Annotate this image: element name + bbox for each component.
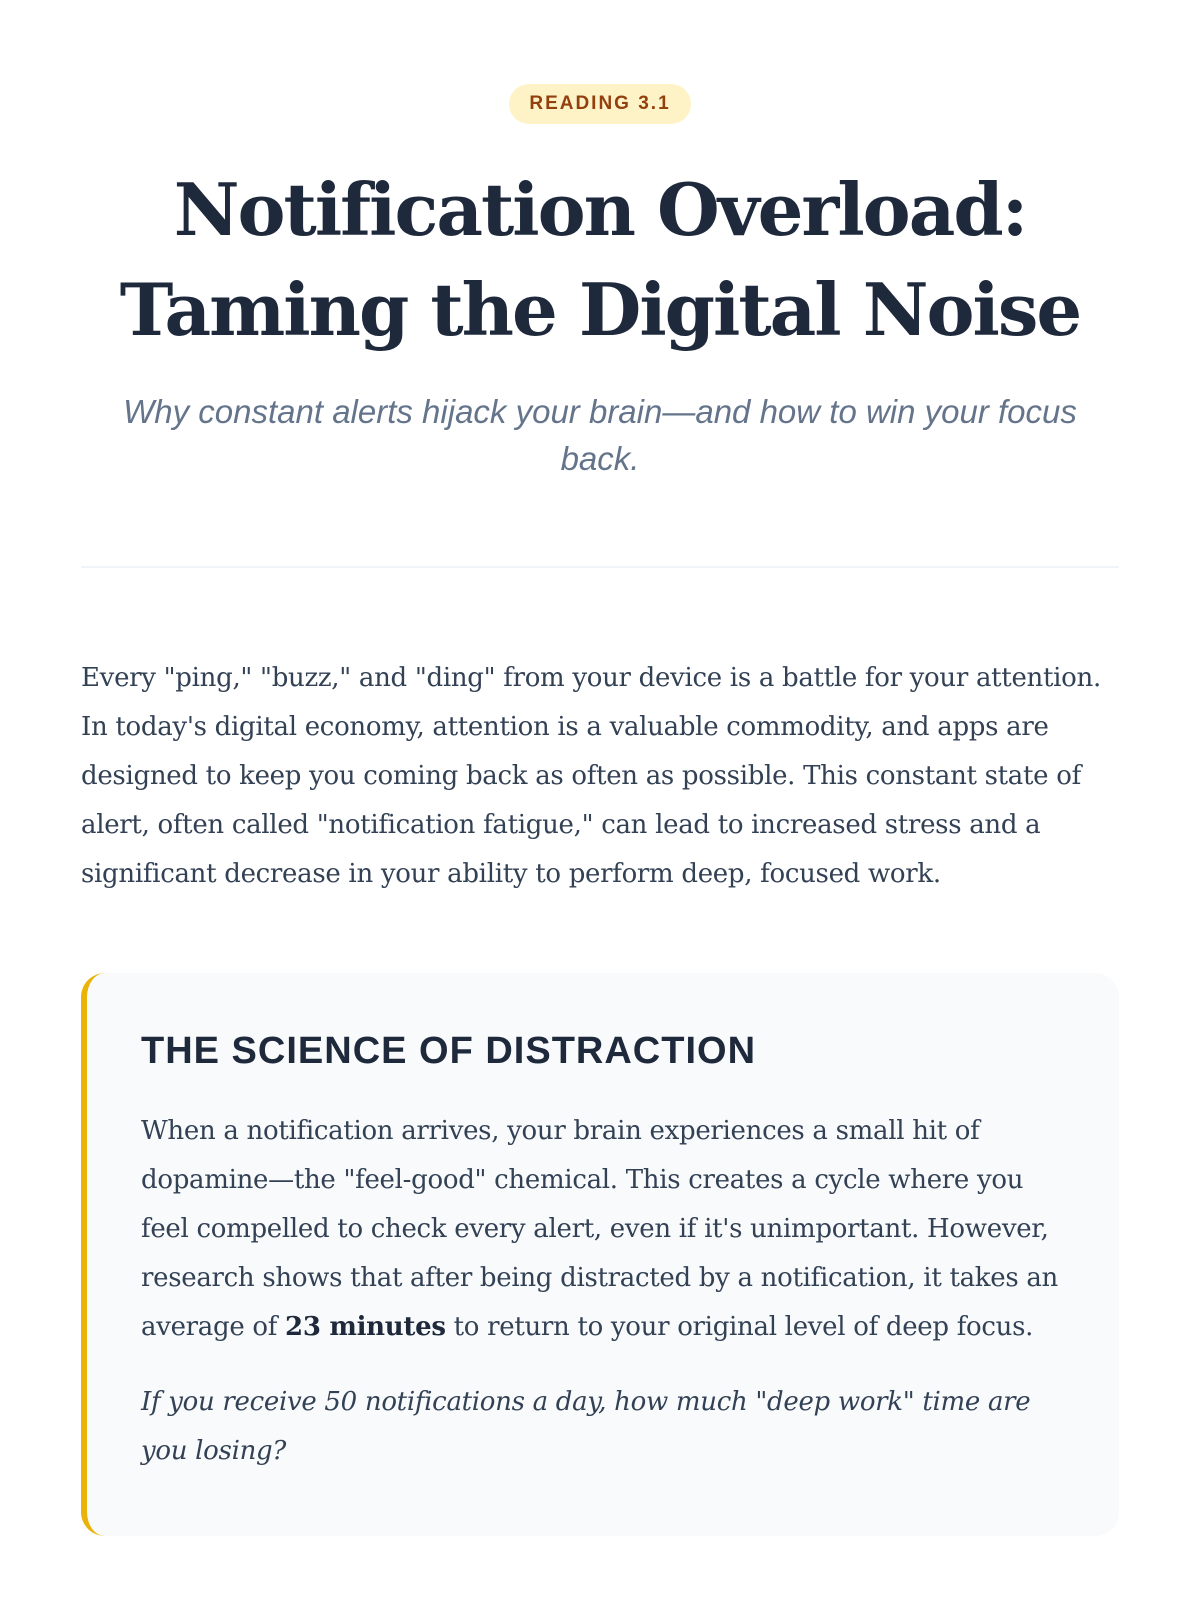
page-title: [81, 160, 1119, 360]
page-subtitle: Why constant alerts hijack your brain—and how to win your focus back.: [123, 393, 1077, 477]
title-line-2: Taming the Digital Noise: [119, 267, 1081, 352]
callout-body-start: When a notification arrives, your brain experiences a small hit of dopamine—the "feel-good" chemical. This creates a cycle where you feel compelled to check every alert, even if it's unimportant. However, research shows that after being distracted by a notification, it takes an average of: [141, 1116, 1058, 1342]
intro-paragraph: Every "ping," "buzz," and "ding" from your device is a battle for your attention. In today's digital economy, attention is a valuable commodity, and apps are designed to keep you coming back as often as possible. This constant state of alert, often called "notification fatigue," can lead to increased stress and a significant decrease in your ability to perform deep, focused work.: [81, 663, 1101, 889]
callout-emphasis: 23 minutes: [285, 1312, 446, 1342]
callout-body: [141, 1107, 1059, 1352]
science-callout: [81, 973, 1119, 1536]
reading-badge: READING 3.1: [509, 84, 690, 124]
title-line-1: Notification Overload:: [173, 167, 1027, 252]
badge-row: [81, 0, 1119, 124]
callout-question: If you receive 50 notifications a day, how much "deep work" time are you losing?: [141, 1387, 1031, 1466]
callout-heading: THE SCIENCE OF DISTRACTION: [141, 1030, 757, 1072]
callout-body-end: to return to your original level of deep focus.: [445, 1312, 1034, 1342]
section-divider: [81, 566, 1119, 568]
